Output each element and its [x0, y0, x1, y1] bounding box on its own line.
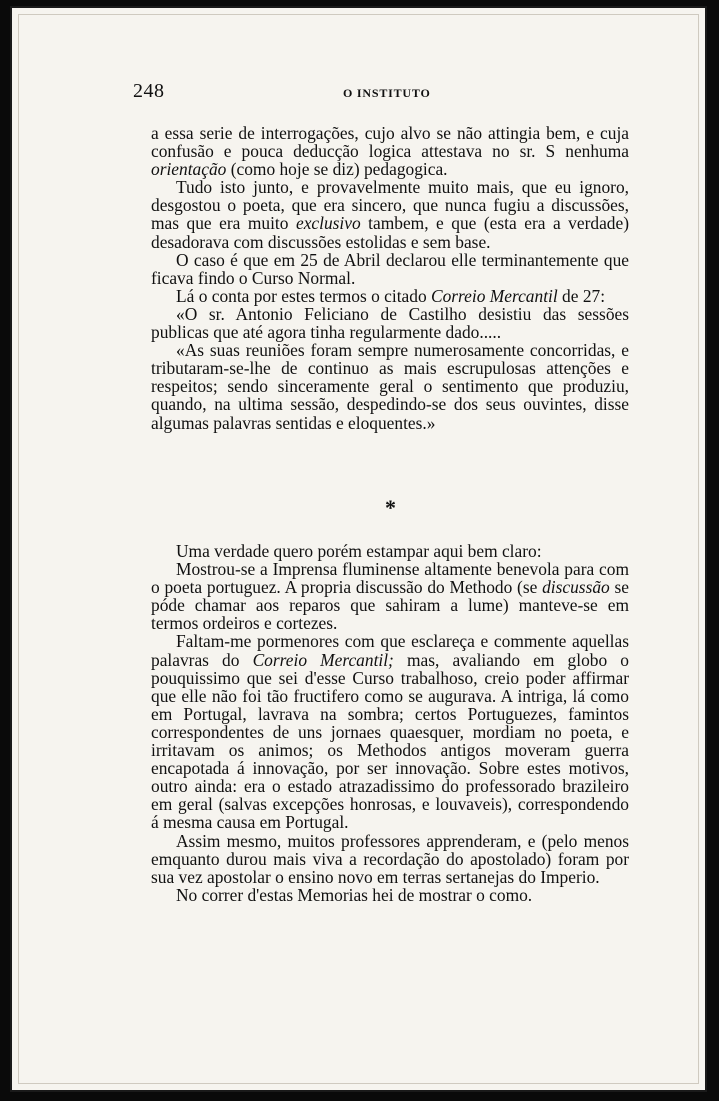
- text-run: Faltam-me pormenores com que esclareça e commente aquellas palavras do: [151, 631, 629, 670]
- text-run: se póde chamar aos reparos que sahiram a lume) manteve-se em termos ordeiros e cortezes.: [151, 577, 629, 634]
- text-run: Mostrou-se a Imprensa fluminense altamente benevola para com o poeta portuguez. A propria discussão do Methodo (se: [151, 559, 629, 598]
- text-run: Lá o conta por estes termos o citado: [176, 285, 431, 306]
- paragraph-11: No correr d'estas Memorias hei de mostrar o como.: [176, 884, 533, 905]
- text-run: mas, avaliando em globo o pouquissimo que sei d'esse Curso trabalhoso, creio poder affirmar que elle não foi tão fructifero como se augurava. A intriga, lá como em Portugal, lavrava na sombra; certos Portuguezes, famintos correspondentes de uns jornaes quaesquer, mordiam no poeta, e irritavam os animos; os Methodos antigos moveram guerra encapotada á innovação, por ser innovação. Sobre estes motivos, outro ainda: era o estado atrazadissimo do professorado brazileiro em geral (salvas excepções honrosas, e louvaveis), correspondendo á mesma causa em Portugal.: [151, 649, 629, 833]
- text-run: tambem, e que (esta era a verdade) desadorava com discussões estolidas e sem base.: [151, 213, 630, 252]
- text-section-1: [151, 124, 629, 432]
- paragraph-1: [151, 124, 629, 178]
- text-run: (como hoje se diz) pedagogica.: [226, 159, 448, 180]
- text-run: de 27:: [557, 285, 606, 306]
- section-separator: *: [385, 495, 396, 520]
- paragraph-5: «O sr. Antonio Feliciano de Castilho desistiu das sessões publicas que até agora tinha regularmente dado.....: [151, 303, 629, 343]
- text-section-2: [151, 542, 629, 904]
- text-run: Tudo isto junto, e provavelmente muito mais, que eu ignoro, desgostou o poeta, que era sincero, que nunca fugiu a discussões, mas que era muito: [151, 177, 629, 234]
- paragraph-9: [151, 632, 629, 831]
- paragraph-6: «As suas reuniões foram sempre numerosamente concorridas, e tributaram-se-lhe de continuo as mais escrupulosas attenções e respeitos; sendo sinceramente geral o sentimento que produziu, quando, na ultima sessão, despedindo-se dos seus ouvintes, disse algumas palavras sentidas e eloquentes.»: [151, 340, 629, 433]
- page-number: 248: [133, 80, 165, 102]
- text-run: a essa serie de interrogações, cujo alvo se não attingia bem, e cuja confusão e pouca deducção logica attestava no sr. S nenhuma: [151, 123, 629, 162]
- italic-run: orientação: [151, 159, 227, 180]
- paragraph-2: [151, 178, 629, 250]
- italic-run: Correio Mercantil: [430, 285, 558, 306]
- italic-run: Correio Mercantil;: [252, 649, 394, 670]
- page-header: [133, 80, 633, 110]
- italic-run: exclusivo: [295, 213, 361, 234]
- paragraph-7: Uma verdade quero porém estampar aqui bem claro:: [176, 541, 542, 561]
- paragraph-3: O caso é que em 25 de Abril declarou elle terminantemente que ficava findo o Curso Normal.: [151, 249, 629, 288]
- italic-run: discussão: [542, 577, 610, 598]
- paragraph-8: [151, 560, 629, 632]
- paragraph-10: Assim mesmo, muitos professores apprenderam, e (pelo menos emquanto durou mais viva a recordação do apostolado) foram por sua vez apostolar o ensino novo em terras sertanejas do Imperio.: [151, 830, 629, 887]
- running-title: O INSTITUTO: [343, 86, 431, 100]
- paragraph-4: [151, 287, 629, 305]
